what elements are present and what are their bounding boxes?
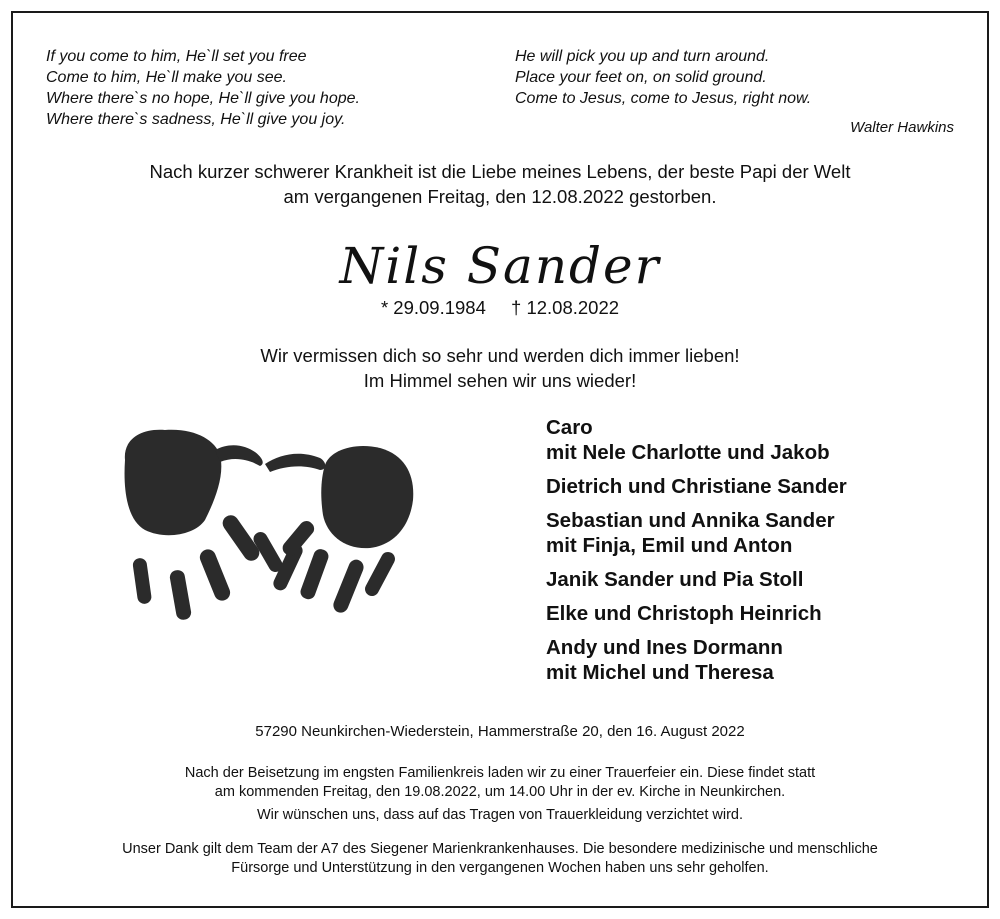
verse-line: He will pick you up and turn around. (515, 48, 770, 65)
family-line: mit Finja, Emil und Anton (546, 534, 793, 557)
intro-line: Nach kurzer schwerer Krankheit ist die Liebe meines Lebens, der beste Papi der Welt (149, 161, 851, 182)
verse-author: Walter Hawkins (850, 119, 954, 136)
family-line: Andy und Ines Dormann (546, 636, 783, 659)
verse-line: Place your feet on, on solid ground. (515, 69, 767, 86)
family-group (546, 567, 847, 592)
verse-line: Where there`s sadness, He`ll give you joy. (46, 111, 346, 128)
intro-text (0, 159, 1000, 209)
family-line: Dietrich und Christiane Sander (546, 475, 847, 498)
thanks-line: Fürsorge und Unterstützung in den vergangenen Wochen haben uns sehr geholfen. (231, 860, 769, 876)
death-date: † 12.08.2022 (511, 297, 620, 318)
verse-left (46, 46, 360, 130)
thanks-text (0, 840, 1000, 878)
family-line: Elke und Christoph Heinrich (546, 602, 822, 625)
family-line: Janik Sander und Pia Stoll (546, 568, 804, 591)
place-date: 57290 Neunkirchen-Wiederstein, Hammerstraße 20, den 16. August 2022 (255, 723, 745, 740)
family-list (546, 415, 847, 694)
mourning-text (0, 343, 1000, 393)
verse-line: If you come to him, He`ll set you free (46, 48, 307, 65)
family-group (546, 415, 847, 465)
birth-date: * 29.09.1984 (380, 297, 486, 318)
family-line: mit Nele Charlotte und Jakob (546, 441, 830, 464)
family-group (546, 508, 847, 558)
mourning-line: Im Himmel sehen wir uns wieder! (363, 370, 637, 391)
family-group (546, 474, 847, 499)
verse-line: Come to Jesus, come to Jesus, right now. (515, 90, 812, 107)
life-dates (0, 297, 1000, 319)
verse-right (515, 46, 811, 109)
dress-note: Wir wünschen uns, dass auf das Tragen von Trauerkleidung verzichtet wird. (257, 807, 743, 823)
family-group (546, 601, 847, 626)
handprint-heart-image (115, 420, 435, 620)
mourning-line: Wir vermissen dich so sehr und werden dich immer lieben! (260, 345, 740, 366)
family-line: Caro (546, 416, 593, 439)
funeral-line: Nach der Beisetzung im engsten Familienkreis laden wir zu einer Trauerfeier ein. Diese findet statt (184, 765, 816, 781)
verse-line: Where there`s no hope, He`ll give you hope. (46, 90, 360, 107)
family-line: Sebastian und Annika Sander (546, 509, 835, 532)
funeral-info (0, 764, 1000, 802)
deceased-name: Nils Sander (339, 237, 661, 295)
funeral-line: am kommenden Freitag, den 19.08.2022, um 14.00 Uhr in der ev. Kirche in Neunkirchen. (214, 784, 786, 800)
intro-line: am vergangenen Freitag, den 12.08.2022 gestorben. (283, 186, 717, 207)
verse-line: Come to him, He`ll make you see. (46, 69, 287, 86)
thanks-line: Unser Dank gilt dem Team der A7 des Siegener Marienkrankenhauses. Die besondere medizinische und menschliche (122, 841, 878, 857)
family-line: mit Michel und Theresa (546, 661, 774, 684)
family-group (546, 635, 847, 685)
